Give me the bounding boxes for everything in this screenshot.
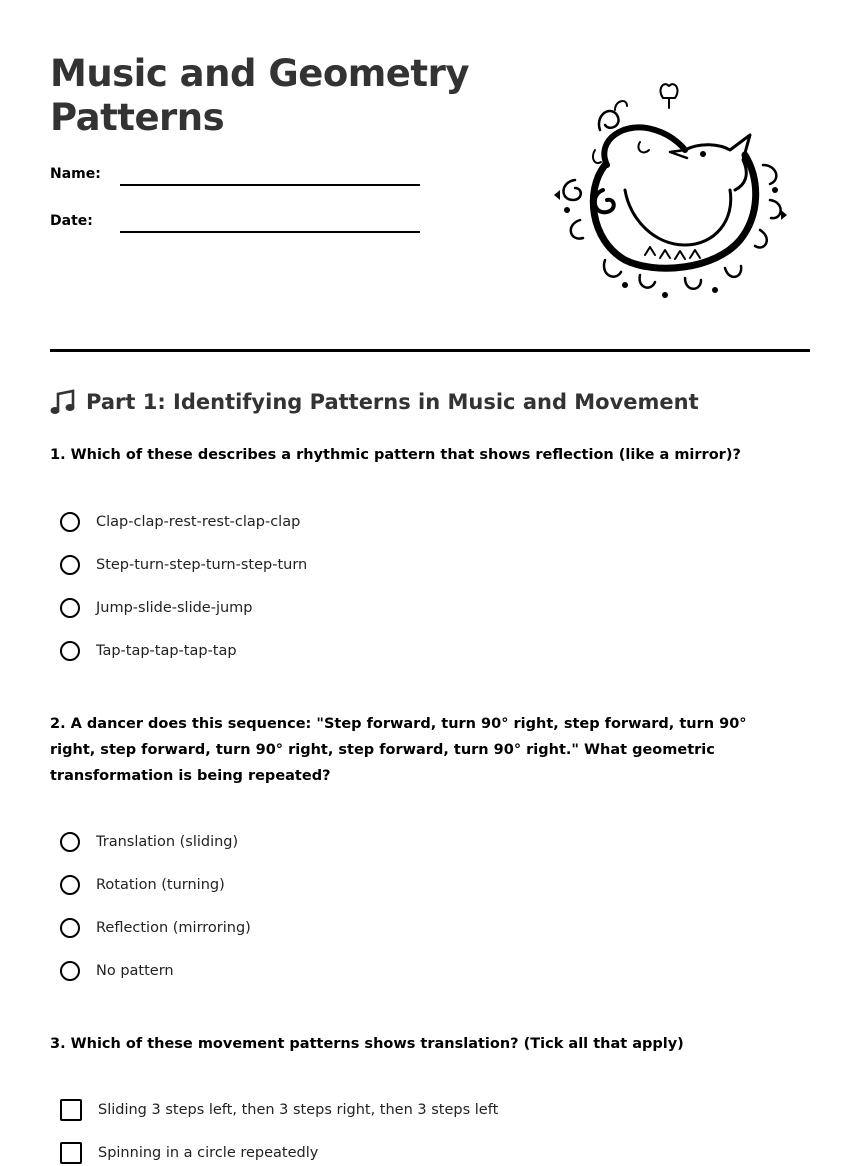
section-divider — [50, 349, 810, 352]
date-input[interactable] — [120, 231, 420, 233]
option-label: No pattern — [96, 963, 174, 979]
option-label: Reflection (mirroring) — [96, 920, 251, 936]
q2-option-1[interactable] — [60, 829, 238, 855]
q2-option-3[interactable] — [60, 915, 251, 941]
radio-button[interactable] — [60, 961, 80, 981]
name-field — [50, 166, 420, 196]
option-label: Jump-slide-slide-jump — [96, 600, 253, 616]
option-label: Spinning in a circle repeatedly — [98, 1145, 319, 1161]
title-line-1: Music and Geometry — [50, 52, 469, 95]
radio-button[interactable] — [60, 512, 80, 532]
q1-option-1[interactable] — [60, 509, 300, 535]
option-label: Clap-clap-rest-rest-clap-clap — [96, 514, 301, 530]
q3-option-1[interactable] — [60, 1097, 498, 1123]
ornamental-bird-icon — [545, 70, 795, 305]
option-label: Translation (sliding) — [96, 834, 239, 850]
radio-button[interactable] — [60, 875, 80, 895]
music-note-icon — [50, 388, 76, 416]
question-1: 1. Which of these describes a rhythmic pattern that shows reflection (like a mirror)? — [50, 447, 741, 463]
name-label: Name: — [50, 166, 101, 182]
option-label: Sliding 3 steps left, then 3 steps right, then 3 steps left — [98, 1102, 499, 1118]
date-label: Date: — [50, 213, 93, 229]
q3-option-2[interactable] — [60, 1140, 318, 1166]
q1-option-4[interactable] — [60, 638, 237, 664]
worksheet-title — [50, 52, 510, 140]
radio-button[interactable] — [60, 832, 80, 852]
date-field — [50, 213, 420, 243]
part1-title: Part 1: Identifying Patterns in Music and Movement — [86, 390, 699, 414]
option-label: Step-turn-step-turn-step-turn — [96, 557, 308, 573]
radio-button[interactable] — [60, 918, 80, 938]
question-3: 3. Which of these movement patterns shows translation? (Tick all that apply) — [50, 1036, 684, 1052]
question-2: 2. A dancer does this sequence: "Step forward, turn 90° right, step forward, turn 90° right, step forward, turn 90° right, step forward, turn 90° right." What geometric transformation is being repeated? — [50, 716, 747, 784]
checkbox[interactable] — [60, 1099, 82, 1121]
option-label: Tap-tap-tap-tap-tap — [96, 643, 237, 659]
radio-button[interactable] — [60, 598, 80, 618]
q2-option-4[interactable] — [60, 958, 174, 984]
title-line-2: Patterns — [50, 96, 225, 139]
q1-option-2[interactable] — [60, 552, 307, 578]
q2-option-2[interactable] — [60, 872, 225, 898]
radio-button[interactable] — [60, 641, 80, 661]
name-input[interactable] — [120, 184, 420, 186]
radio-button[interactable] — [60, 555, 80, 575]
part1-heading — [50, 388, 699, 416]
q1-option-3[interactable] — [60, 595, 253, 621]
option-label: Rotation (turning) — [96, 877, 225, 893]
